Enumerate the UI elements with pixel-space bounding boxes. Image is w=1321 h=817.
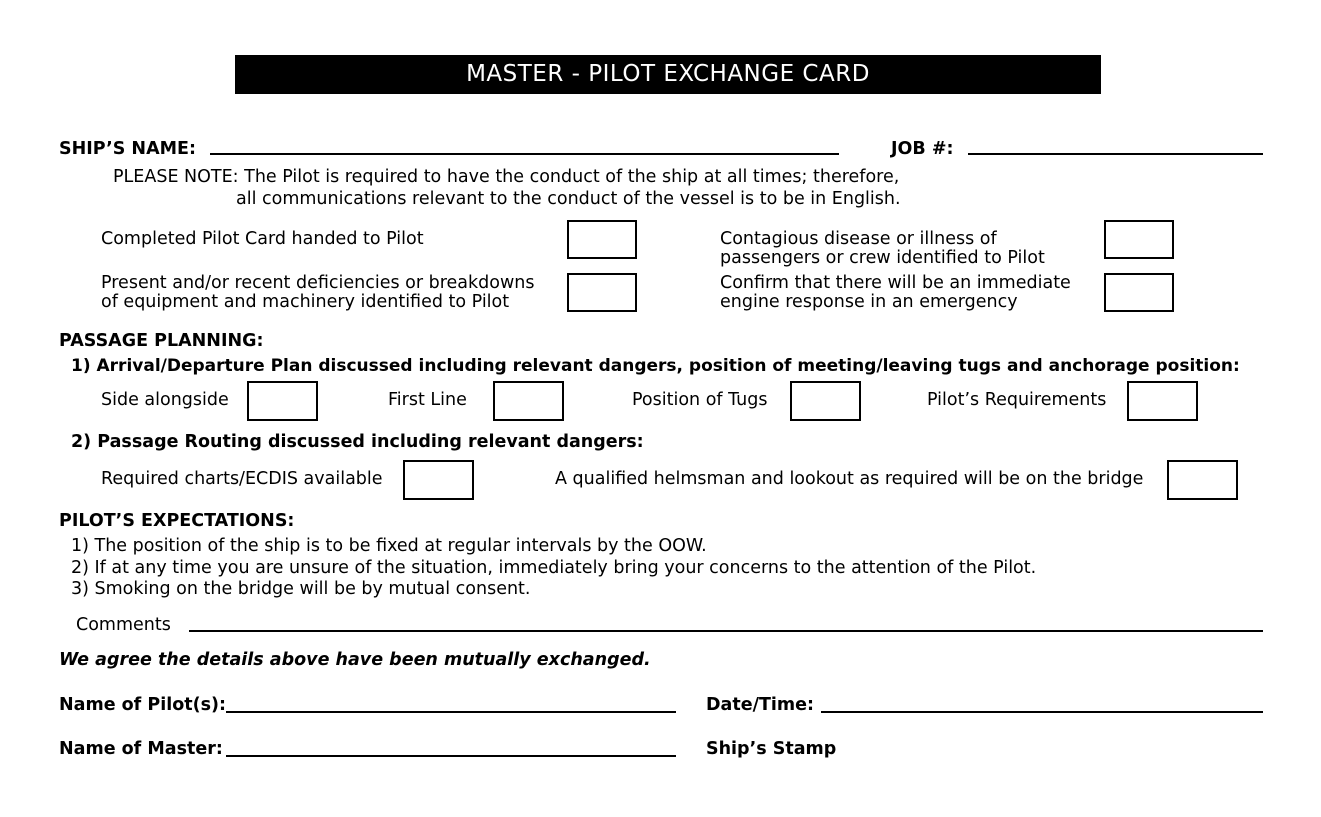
ship-name-label: SHIP’S NAME: xyxy=(59,139,196,159)
pilot-name-label: Name of Pilot(s): xyxy=(59,695,227,715)
arrival-plan-item: 1) Arrival/Departure Plan discussed including relevant dangers, position of meeting/leaving tugs and anchorage position: xyxy=(71,356,1240,376)
first-line-label: First Line xyxy=(388,390,467,410)
passage-planning-heading: PASSAGE PLANNING: xyxy=(59,331,264,351)
pilot-card-label: Completed Pilot Card handed to Pilot xyxy=(101,229,424,249)
master-name-label: Name of Master: xyxy=(59,739,223,759)
helmsman-label: A qualified helmsman and lookout as required will be on the bridge xyxy=(555,469,1144,489)
disease-label-1: Contagious disease or illness of xyxy=(720,229,997,249)
agreement-statement: We agree the details above have been mutually exchanged. xyxy=(59,650,651,670)
charts-checkbox[interactable] xyxy=(403,460,474,500)
comments-line[interactable] xyxy=(189,630,1263,632)
tugs-checkbox[interactable] xyxy=(790,381,861,421)
expectation-2: 2) If at any time you are unsure of the situation, immediately bring your concerns to the attention of the Pilot. xyxy=(71,558,1037,578)
side-alongside-checkbox[interactable] xyxy=(247,381,318,421)
charts-label: Required charts/ECDIS available xyxy=(101,469,383,489)
deficiencies-label-1: Present and/or recent deficiencies or breakdowns xyxy=(101,273,535,293)
master-name-line[interactable] xyxy=(226,755,676,757)
note-line-1: PLEASE NOTE: The Pilot is required to have the conduct of the ship at all times; therefore, xyxy=(113,167,900,187)
expectation-1: 1) The position of the ship is to be fixed at regular intervals by the OOW. xyxy=(71,536,707,556)
pilot-requirements-checkbox[interactable] xyxy=(1127,381,1198,421)
engine-label-1: Confirm that there will be an immediate xyxy=(720,273,1071,293)
engine-checkbox[interactable] xyxy=(1104,273,1174,312)
expectation-3: 3) Smoking on the bridge will be by mutual consent. xyxy=(71,579,531,599)
side-alongside-label: Side alongside xyxy=(101,390,229,410)
tugs-label: Position of Tugs xyxy=(632,390,768,410)
first-line-checkbox[interactable] xyxy=(493,381,564,421)
comments-label: Comments xyxy=(76,615,171,635)
helmsman-checkbox[interactable] xyxy=(1167,460,1238,500)
note-line-2: all communications relevant to the conduct of the vessel is to be in English. xyxy=(236,189,901,209)
passage-routing-item: 2) Passage Routing discussed including relevant dangers: xyxy=(71,432,644,452)
pilot-name-line[interactable] xyxy=(226,711,676,713)
card-title: MASTER - PILOT EXCHANGE CARD xyxy=(235,55,1101,94)
job-number-line[interactable] xyxy=(968,153,1263,155)
disease-label-2: passengers or crew identified to Pilot xyxy=(720,248,1045,268)
deficiencies-label-2: of equipment and machinery identified to Pilot xyxy=(101,292,510,312)
date-time-label: Date/Time: xyxy=(706,695,814,715)
pilot-card-checkbox[interactable] xyxy=(567,220,637,259)
date-time-line[interactable] xyxy=(821,711,1263,713)
pilot-requirements-label: Pilot’s Requirements xyxy=(927,390,1107,410)
expectations-heading: PILOT’S EXPECTATIONS: xyxy=(59,511,295,531)
ship-name-line[interactable] xyxy=(210,153,839,155)
job-number-label: JOB #: xyxy=(891,139,954,159)
engine-label-2: engine response in an emergency xyxy=(720,292,1018,312)
disease-checkbox[interactable] xyxy=(1104,220,1174,259)
ship-stamp-label: Ship’s Stamp xyxy=(706,739,837,759)
deficiencies-checkbox[interactable] xyxy=(567,273,637,312)
